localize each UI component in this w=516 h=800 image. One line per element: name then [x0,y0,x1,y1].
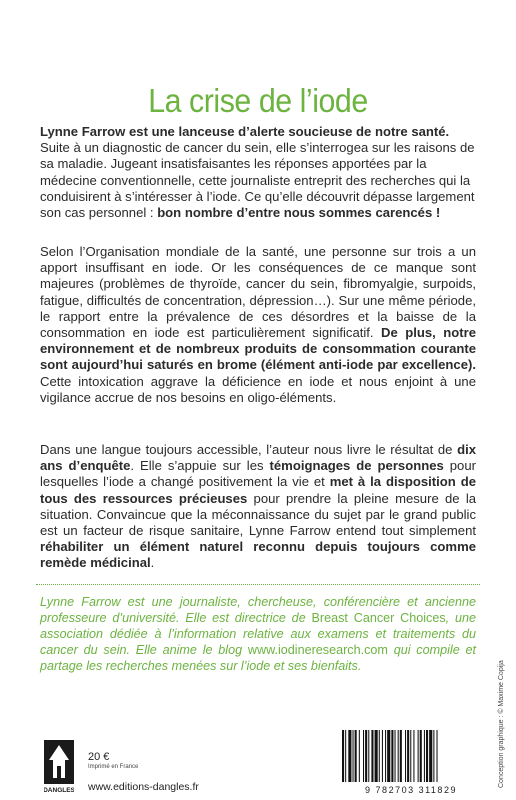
author-text-3: pour lesquelles l’iode a changé positivement la vie et [40,458,476,490]
author-paragraph [40,442,476,572]
printed-in: Imprimé en France [88,764,139,770]
isbn-barcode [338,730,484,796]
book-title: La crise de l’iode [148,82,368,120]
intro-body: Suite à un diagnostic de cancer du sein, elle s’interrogea sur les raisons de sa maladie. Jugeant insatisfaisantes les réponses apportées par la médecine conventionnelle, cette journaliste entreprit des recherches qui la conduisirent à s’intéresser à l’iode. Ce qu’elle découvrit dépasse largement son cas personnel : [40,140,475,221]
author-emph-3: met à la disposition de tous des ressources précieuses [40,474,476,506]
who-end: Cette intoxication aggrave la déficience en iode et nous enjoint à une vigilance accrue de nos besoins en oligo-éléments. [40,373,476,405]
publisher-logo-icon [44,740,74,794]
publisher-website[interactable]: www.editions-dangles.fr [88,781,199,793]
author-text-5: . [150,555,155,571]
bio-text-1: est une journaliste, chercheuse, conférencière et ancienne professeure d’université. Elle est directrice de [40,595,476,625]
intro-conclusion: bon nombre d’entre nous sommes carencés ! [157,205,441,221]
bio-association: Breast Cancer Choices [311,611,446,625]
isbn-number: 9 782703 311829 [365,785,457,795]
design-credits-text: Conception graphique : © Maxime Copija [498,660,505,788]
author-text-1: Dans une langue toujours accessible, l’auteur nous livre le résultat de [40,442,458,457]
bio-blog-link[interactable]: www.iodineresearch.com [247,643,388,657]
price: 20 € [88,751,110,763]
author-text-4: pour prendre la pleine mesure de la situation. Convaincue que la méconnaissance du sujet par le grand public est un facteur de risque sanitaire, Lynne Farrow entend tout simplement [40,490,477,539]
intro-paragraph [40,124,476,221]
intro-lead: Lynne Farrow est une lanceuse d’alerte soucieuse de notre santé. [40,124,450,139]
barcode-icon [338,730,484,784]
who-bromine: De plus, notre environnement et de nombreux produits de consommation courante sont aujourd’hui saturés en brome (élément anti-iode par excellence). [40,325,476,373]
bio-text-2: , une association dédiée à l’information relative aux examens et traitements du cancer du sein. Elle anime le blog [40,611,476,657]
author-text-2: . Elle s’appuie sur les [130,458,270,474]
author-emph-1: dix ans d’enquête [40,442,476,474]
design-credits [498,660,508,794]
author-emph-2: témoignages de personnes [269,458,444,474]
author-emph-4: réhabiliter un élément naturel reconnu depuis toujours comme remède médicinal [40,539,476,571]
back-cover-footer [0,690,516,800]
bio-name: Lynne Farrow [40,595,121,609]
section-divider [36,584,480,585]
who-paragraph [40,244,476,406]
publisher-logo [44,740,74,794]
author-bio [40,594,476,674]
bio-text-3: qui compile et partage les recherches menées sur l’iode et ses bienfaits. [40,643,476,673]
who-body: Selon l’Organisation mondiale de la santé, une personne sur trois a un apport insuffisant en iode. Or les conséquences de ce manque sont majeures (problèmes de thyroïde, cancer du sein, fibromyalgie, surpoids, fatigue, difficultés de concentration, dépression…). Sur une même période, le rapport entre la prévalence de ces désordres et la baisse de la consommation en iode est particulièrement significatif. [40,244,476,341]
publisher-name: DANGLES [44,787,74,794]
